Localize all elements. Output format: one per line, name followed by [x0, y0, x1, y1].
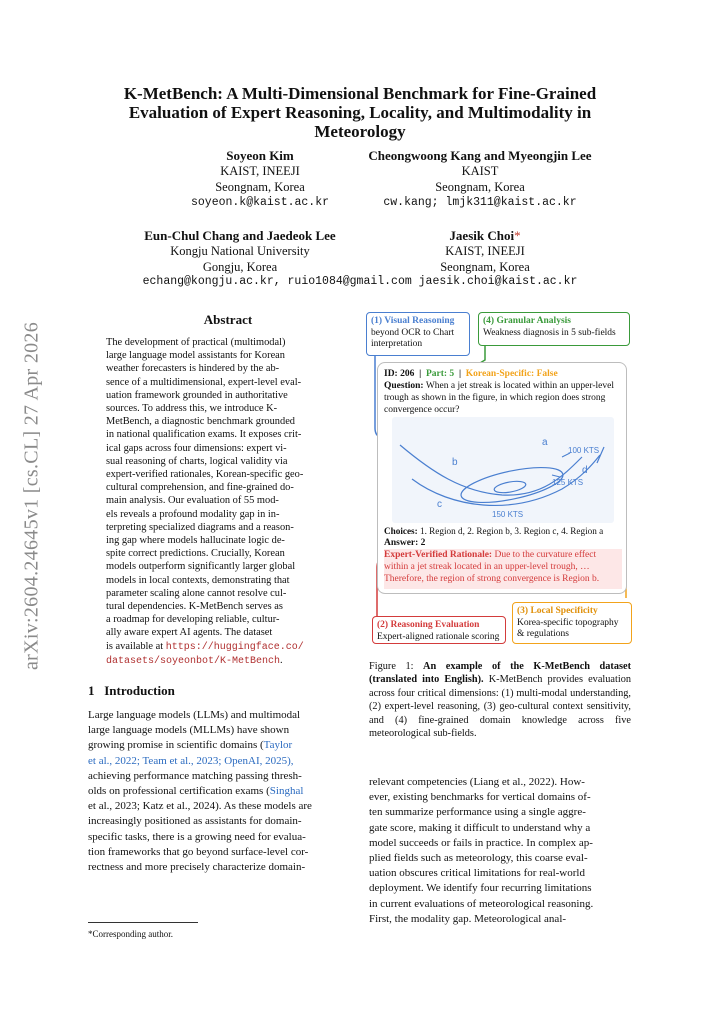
author-block-kim: Soyeon Kim KAIST, INEEJI Seongnam, Korea soyeon.k@kaist.ac.kr [190, 148, 330, 209]
isotach-label-150: 150 KTS [492, 510, 524, 519]
reasoning-evaluation-box: (2) Reasoning Evaluation Expert-aligned rationale scoring [372, 616, 506, 644]
isotach-label-100: 100 KTS [568, 446, 600, 455]
question-card [377, 362, 627, 594]
granular-analysis-box: (4) Granular Analysis Weakness diagnosis in 5 sub-fields [478, 312, 630, 346]
card-header: ID: 206 | Part: 5 | Korean-Specific: False [384, 369, 558, 379]
card-choices: Choices: 1. Region d, 2. Region b, 3. Region c, 4. Region a [384, 526, 604, 536]
abstract-body: The development of practical (multimodal) large language model assistants for Korean weather forecasters is hindered by the ab- sence of a multidimensional, expert-level eval- uation framework grounded in authoritative sources. To address this, we introduce K- MetBench, a diagnostic benchmark grounded in national qualification exams. It exposes crit- ical gaps across four dimensions: expert vi- sual reasoning of charts, logical validity via expert-verified rationales, Korean-specific geo- cultural comprehension, and fine-grained do- main analysis. Our evaluation of 55 mod- els reveals a profound modality gap in in- terpreting specialized diagrams and a reason- ing gap where models hallucinate logic de- spite correct predictions. Crucially, Korean models outperform significantly larger global models in local contexts, demonstrating that parameter scaling alone cannot resolve cul- tural dependencies. K-MetBench serves as a roadmap for developing reliable, cultur- ally aware expert AI agents. The dataset is available at https://huggingface.co/ datasets/soyeonbot/K-MetBench. [106, 337, 304, 667]
footnote: *Corresponding author. [88, 929, 173, 939]
dataset-link[interactable]: https://huggingface.co/ [165, 641, 304, 653]
author-block-kang-lee: Cheongwoong Kang and Myeongjin Lee KAIST Seongnam, Korea cw.kang; lmjk311@kaist.ac.kr [368, 148, 592, 209]
card-question: Question: When a jet streak is located within an upper-level trough as shown in the figure, in which region does strong convergence occur? [384, 381, 614, 415]
arxiv-identifier: arXiv:2604.24645v1 [cs.CL] 27 Apr 2026 [20, 321, 43, 671]
card-rationale: Expert-Verified Rationale: Due to the curvature effect within a jet streak located in an upper-level trough, … Therefore, the region of strong convergence is Region b. [384, 549, 622, 589]
author-block-chang-lee: Eun-Chul Chang and Jaedeok Lee Kongju National University Gongju, Korea [144, 228, 336, 274]
abstract-heading: Abstract [203, 312, 253, 327]
region-label-a: a [542, 437, 548, 448]
diagram-background [392, 417, 614, 523]
footnote-rule [88, 922, 198, 923]
region-label-c: c [437, 499, 442, 510]
region-label-d: d [582, 465, 588, 476]
author-block-choi: Jaesik Choi* KAIST, INEEJI Seongnam, Korea [440, 228, 530, 274]
figure-caption: Figure 1: An example of the K-MetBench dataset (translated into English). K-MetBench provides evaluation across four critical dimensions: (1) multi-modal understanding, (2) expert-level reasoning, (3) geo-cultural context sensitivity, and (4) fine-grained domain knowledge across five meteorological sub-fields. [369, 661, 632, 740]
cite-taylor[interactable]: Taylor [263, 739, 293, 752]
jet-streak-diagram [392, 417, 614, 523]
intro-left-column: Large language models (LLMs) and multimodal large language models (MLLMs) have shown growing promise in scientific domains (Taylor et al., 2022; Team et al., 2023; OpenAI, 2025), achieving performance matching passing thresh- olds on professional certification exams (Singhal et al., 2023; Katz et al., 2024). As these models are increasingly positioned as assistants for domain- specific tasks, there is a growing need for evalua- tion frameworks that go beyond surface-level cor- rectness and more precisely characterize domain- [88, 708, 350, 875]
region-label-b: b [452, 457, 458, 468]
author-emails: echang@kongju.ac.kr, ruio1084@gmail.com jaesik.choi@kaist.ac.kr [142, 275, 578, 288]
visual-reasoning-box: (1) Visual Reasoning beyond OCR to Chart interpretation [366, 312, 470, 356]
paper-title: K-MetBench: A Multi-Dimensional Benchmark for Fine-Grained Evaluation of Expert Reasoning, Locality, and Multimodality in Meteorology [123, 84, 597, 141]
intro-right-column: relevant competencies (Liang et al., 2022). How- ever, existing benchmarks for vertical domains of- ten summarize performance using a single aggre- gate score, making it difficult to understand why a model succeeds or fails in practice. In complex ap- plied fields such as meteorology, this coarse eval- uation obscures critical limitations for real-world deployment. We identify four recurring limitations in current evaluations of meteorological reasoning. First, the modality gap. Meteorological anal- [369, 776, 594, 925]
section-heading-introduction: 1 Introduction [88, 683, 175, 698]
cite-singhal[interactable]: Singhal [269, 785, 304, 798]
cite-line[interactable]: et al., 2022; Team et al., 2023; OpenAI, 2025), [88, 754, 294, 767]
local-specificity-box: (3) Local Specificity Korea-specific topography & regulations [512, 602, 632, 644]
dataset-link-cont[interactable]: datasets/soyeonbot/K-MetBench [106, 655, 281, 667]
card-answer: Answer: 2 [384, 538, 426, 548]
isotach-label-125: 125 KTS [552, 478, 584, 487]
